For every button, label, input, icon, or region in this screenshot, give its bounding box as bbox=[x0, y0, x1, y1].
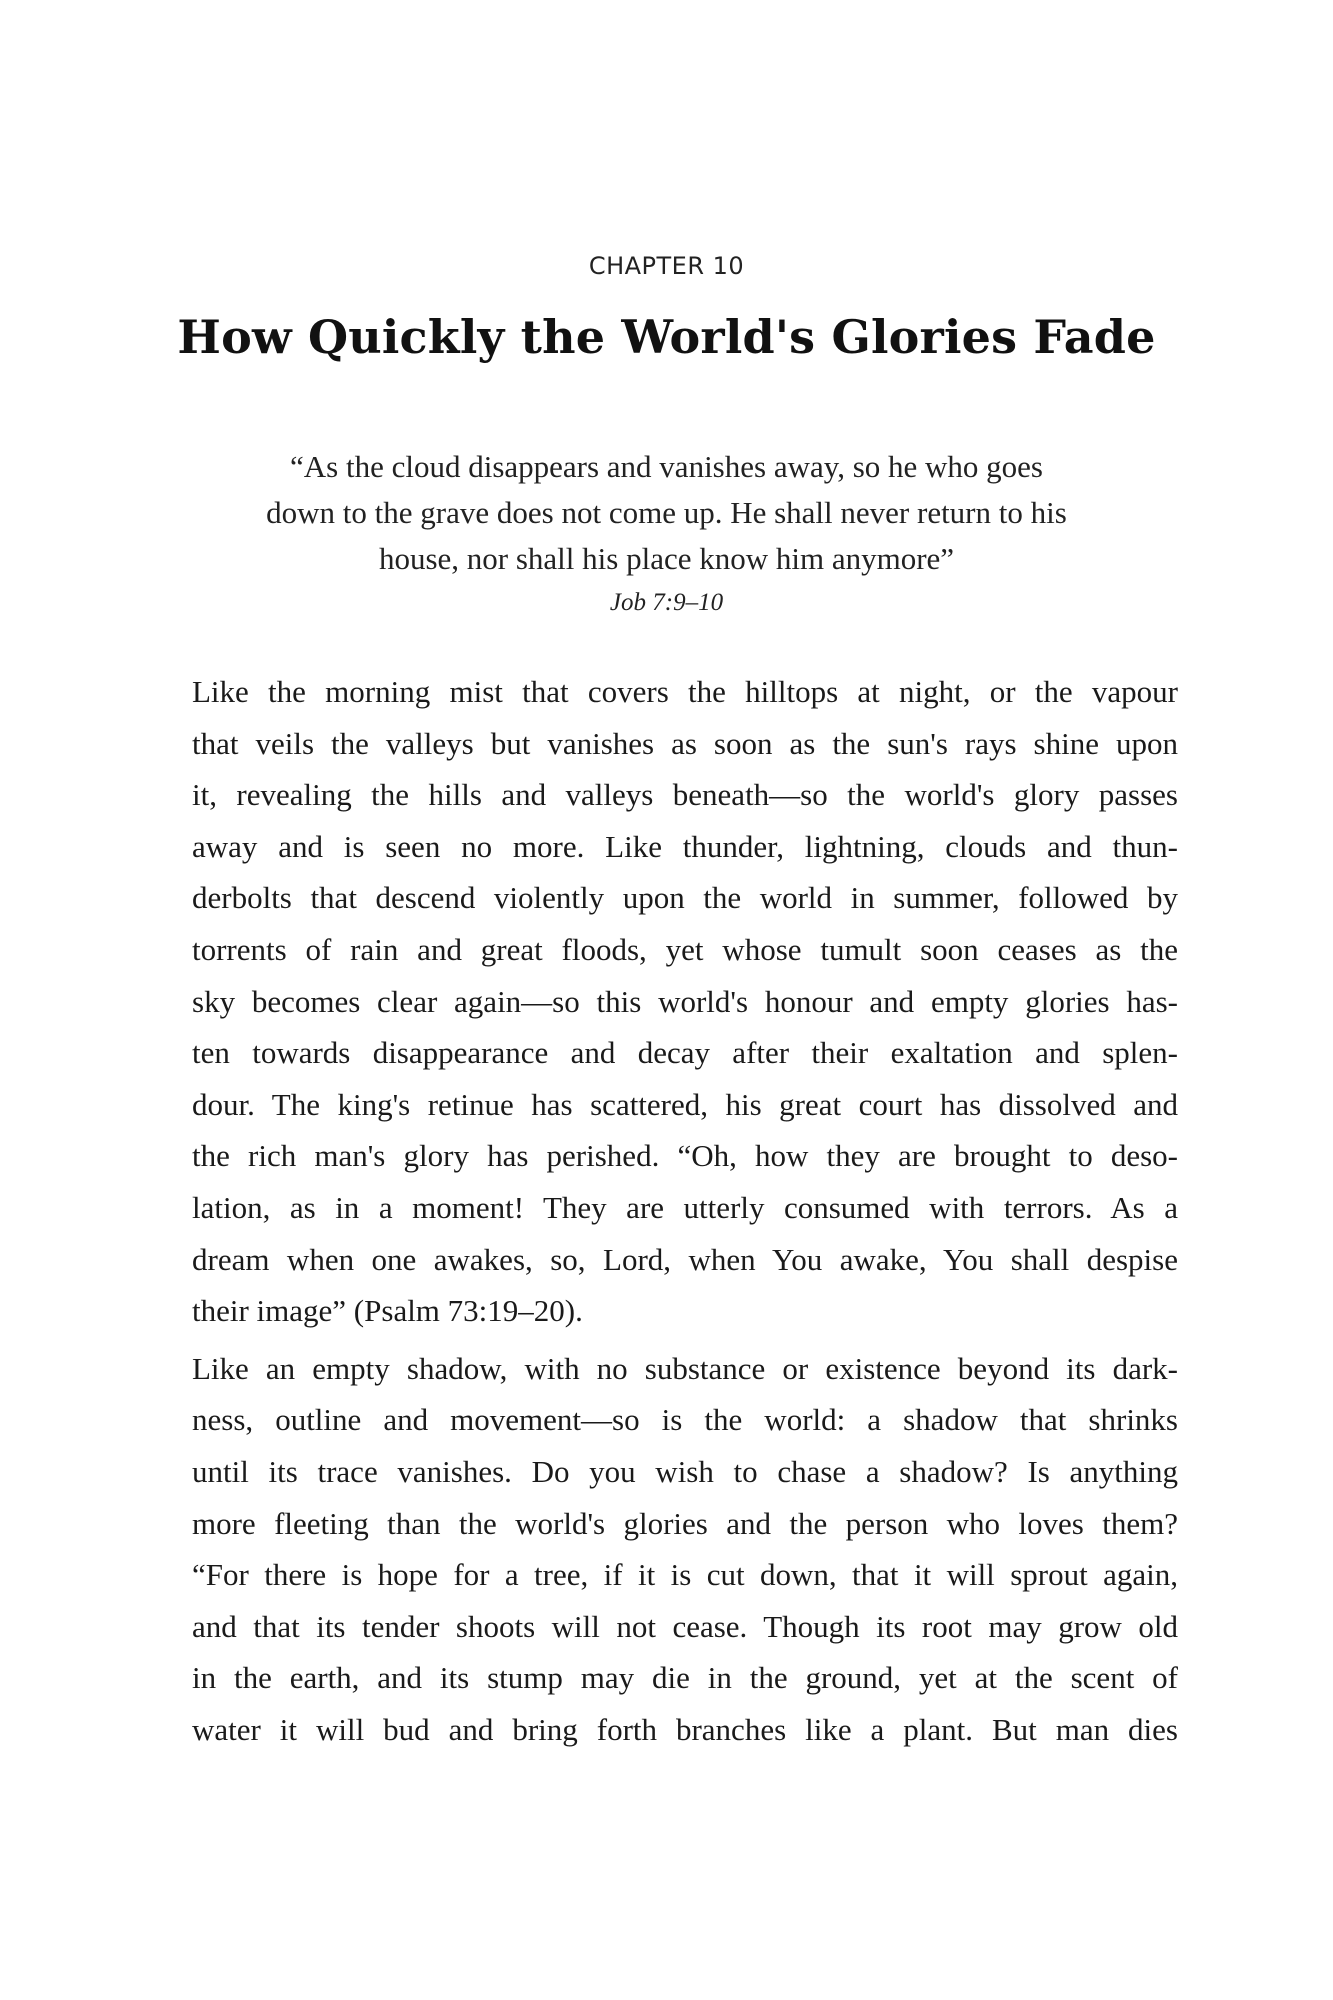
text-line: it, revealing the hills and valleys beneath—so the world's glory passes bbox=[192, 777, 1178, 813]
text-line: in the earth, and its stump may die in the ground, yet at the scent of bbox=[192, 1660, 1178, 1696]
epigraph-line: “As the cloud disappears and vanishes away, so he who goes bbox=[290, 449, 1043, 484]
text-line: torrents of rain and great floods, yet whose tumult soon ceases as the bbox=[192, 931, 1178, 967]
text-line: more fleeting than the world's glories and the person who loves them? bbox=[192, 1505, 1178, 1541]
chapter-label: CHAPTER 10 bbox=[588, 252, 745, 280]
epigraph bbox=[200, 444, 1133, 624]
epigraph-line: down to the grave does not come up. He shall never return to his bbox=[266, 495, 1067, 530]
body-text bbox=[192, 666, 1178, 1755]
text-line: lation, as in a moment! They are utterly consumed with terrors. As a bbox=[192, 1189, 1178, 1225]
text-line: sky becomes clear again—so this world's honour and empty glories has- bbox=[192, 983, 1178, 1019]
text-line: the rich man's glory has perished. “Oh, how they are brought to deso- bbox=[192, 1138, 1178, 1174]
text-line: Like an empty shadow, with no substance or existence beyond its dark- bbox=[192, 1350, 1178, 1386]
text-line: until its trace vanishes. Do you wish to chase a shadow? Is anything bbox=[192, 1453, 1178, 1489]
text-line: ten towards disappearance and decay after their exaltation and splen- bbox=[192, 1035, 1178, 1071]
text-line: ness, outline and movement—so is the world: a shadow that shrinks bbox=[192, 1402, 1178, 1438]
paragraph bbox=[192, 666, 1178, 1337]
text-line: dour. The king's retinue has scattered, his great court has dissolved and bbox=[192, 1086, 1178, 1122]
text-line: their image” (Psalm 73:19–20). bbox=[192, 1293, 583, 1329]
epigraph-line: house, nor shall his place know him anymore” bbox=[378, 541, 955, 576]
text-line: water it will bud and bring forth branches like a plant. But man dies bbox=[192, 1711, 1178, 1747]
text-line: dream when one awakes, so, Lord, when You awake, You shall despise bbox=[192, 1241, 1178, 1277]
text-line: away and is seen no more. Like thunder, lightning, clouds and thun- bbox=[192, 828, 1178, 864]
text-line: Like the morning mist that covers the hilltops at night, or the vapour bbox=[192, 674, 1178, 709]
text-line: “For there is hope for a tree, if it is cut down, that it will sprout again, bbox=[192, 1557, 1178, 1593]
paragraph bbox=[192, 1343, 1178, 1756]
text-line: that veils the valleys but vanishes as soon as the sun's rays shine upon bbox=[192, 725, 1178, 761]
chapter-title: How Quickly the World's Glories Fade bbox=[177, 310, 1156, 364]
text-line: and that its tender shoots will not cease. Though its root may grow old bbox=[192, 1608, 1178, 1644]
epigraph-citation: Job 7:9–10 bbox=[609, 589, 724, 616]
text-line: derbolts that descend violently upon the world in summer, followed by bbox=[192, 880, 1178, 916]
